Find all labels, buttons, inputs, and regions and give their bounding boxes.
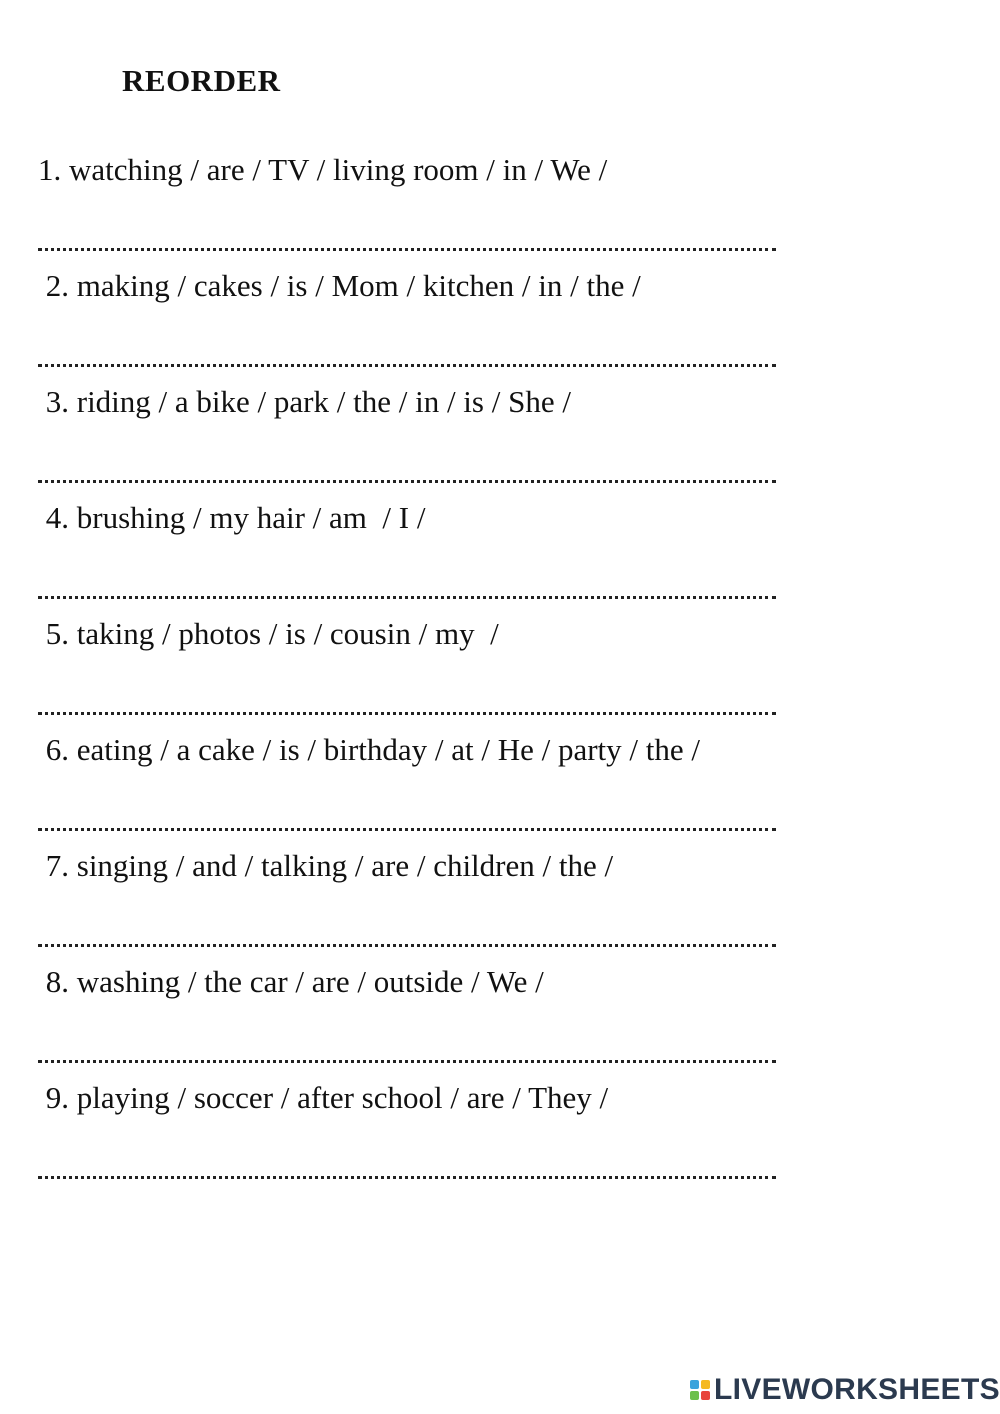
scrambled-sentence: 1. watching / are / TV / living room / in / We / bbox=[38, 152, 608, 187]
exercise-item-8 bbox=[38, 964, 798, 1063]
exercise-item-9 bbox=[38, 1080, 798, 1179]
worksheet-title: REORDER bbox=[122, 63, 281, 98]
exercise-item-1 bbox=[38, 152, 798, 251]
answer-line[interactable] bbox=[38, 342, 776, 367]
scrambled-sentence: 5. taking / photos / is / cousin / my / bbox=[38, 616, 499, 651]
scrambled-sentence: 9. playing / soccer / after school / are / They / bbox=[38, 1080, 609, 1115]
exercise-item-4 bbox=[38, 500, 798, 599]
exercise-item-3 bbox=[38, 384, 798, 483]
scrambled-sentence: 4. brushing / my hair / am / I / bbox=[38, 500, 426, 535]
scrambled-sentence: 6. eating / a cake / is / birthday / at / He / party / the / bbox=[38, 732, 701, 767]
answer-line[interactable] bbox=[38, 574, 776, 599]
liveworksheets-logo bbox=[690, 1372, 1000, 1408]
scrambled-sentence: 7. singing / and / talking / are / children / the / bbox=[38, 848, 614, 883]
exercise-item-7 bbox=[38, 848, 798, 947]
exercise-item-2 bbox=[38, 268, 798, 367]
liveworksheets-logo-icon bbox=[690, 1380, 710, 1400]
answer-line[interactable] bbox=[38, 226, 776, 251]
answer-line[interactable] bbox=[38, 1038, 776, 1063]
scrambled-sentence: 2. making / cakes / is / Mom / kitchen / in / the / bbox=[38, 268, 641, 303]
exercise-item-6 bbox=[38, 732, 798, 831]
scrambled-sentence: 8. washing / the car / are / outside / We / bbox=[38, 964, 544, 999]
answer-line[interactable] bbox=[38, 806, 776, 831]
exercise-item-5 bbox=[38, 616, 798, 715]
logo-text: LIVEWORKSHEETS bbox=[714, 1373, 1000, 1406]
answer-line[interactable] bbox=[38, 922, 776, 947]
answer-line[interactable] bbox=[38, 1154, 776, 1179]
scrambled-sentence: 3. riding / a bike / park / the / in / is / She / bbox=[38, 384, 571, 419]
answer-line[interactable] bbox=[38, 458, 776, 483]
answer-line[interactable] bbox=[38, 690, 776, 715]
